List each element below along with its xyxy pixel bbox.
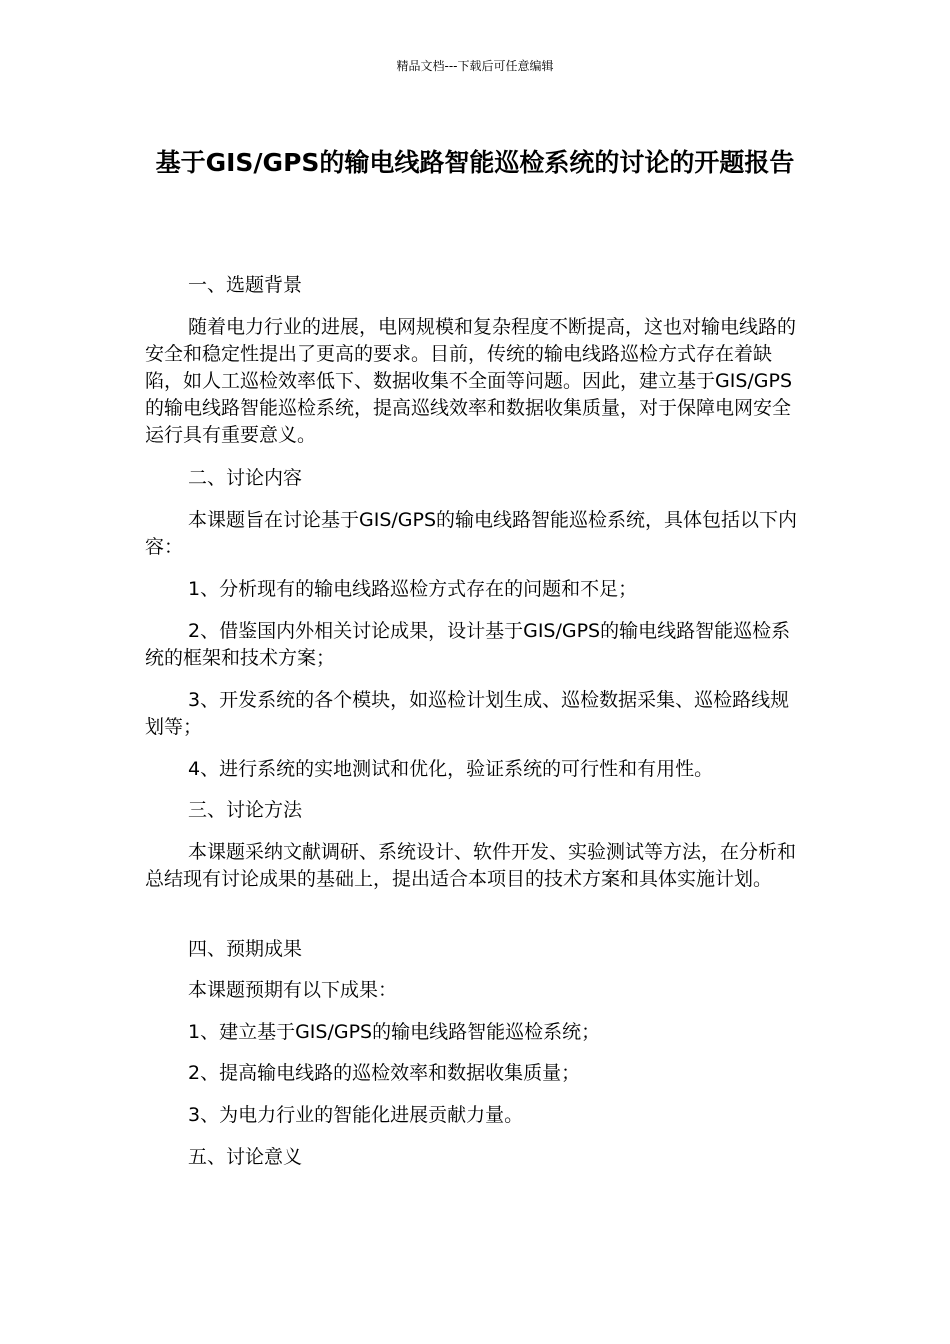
outcome-item-1: 1、建立基于GIS/GPS的输电线路智能巡检系统；: [188, 1021, 601, 1043]
section-heading-background: 一、选题背景: [188, 274, 303, 296]
content-item-4: 4、进行系统的实地测试和优化，验证系统的可行性和有用性。: [188, 758, 714, 780]
paragraph-method: 本课题采纳文献调研、系统设计、软件开发、实验测试等方法，在分析和总结现有讨论成果的基础上，提出适合本项目的技术方案和具体实施计划。: [145, 841, 797, 890]
content-item-1: 1、分析现有的输电线路巡检方式存在的问题和不足；: [188, 578, 638, 600]
section-heading-method: 三、讨论方法: [188, 799, 303, 821]
document-title: 基于GIS/GPS的输电线路智能巡检系统的讨论的开题报告: [155, 148, 795, 177]
section-heading-outcomes: 四、预期成果: [188, 938, 303, 960]
content-item-3: 3、开发系统的各个模块，如巡检计划生成、巡检数据采集、巡检路线规划等；: [145, 689, 790, 738]
paragraph-content-intro: 本课题旨在讨论基于GIS/GPS的输电线路智能巡检系统，具体包括以下内容：: [145, 509, 798, 558]
paragraph-background: 随着电力行业的进展，电网规模和复杂程度不断提高，这也对输电线路的安全和稳定性提出了更高的要求。目前，传统的输电线路巡检方式存在着缺陷，如人工巡检效率低下、数据收集不全面等问题。因此，建立基于GIS/GPS的输电线路智能巡检系统，提高巡线效率和数据收集质量，对于保障电网安全运行具有重要意义。: [145, 316, 797, 446]
paragraph-outcomes-intro: 本课题预期有以下成果：: [188, 979, 398, 1001]
section-heading-content: 二、讨论内容: [188, 467, 303, 489]
section-heading-significance: 五、讨论意义: [188, 1146, 303, 1168]
outcome-item-3: 3、为电力行业的智能化进展贡献力量。: [188, 1104, 524, 1126]
outcome-item-2: 2、提高输电线路的巡检效率和数据收集质量；: [188, 1062, 581, 1084]
content-item-2: 2、借鉴国内外相关讨论成果，设计基于GIS/GPS的输电线路智能巡检系统的框架和技术方案；: [145, 620, 791, 669]
page-header: 精品文档---下载后可任意编辑: [396, 59, 554, 73]
